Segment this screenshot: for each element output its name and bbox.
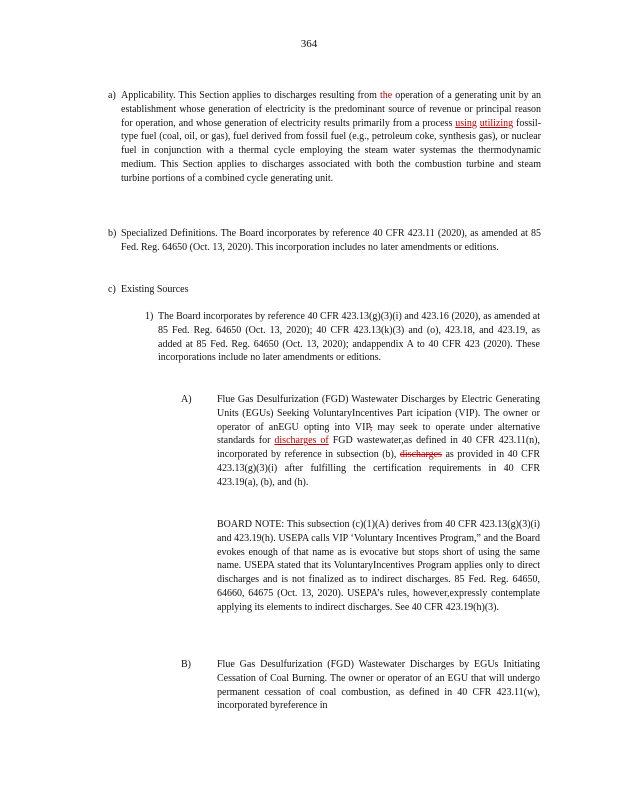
section-a-p2: operation of a generating unit by an establishment whose generation of electricity is the predominant source of revenue or principal reason for operation, and whose generation of electricity results primarily from a process <box>121 90 542 129</box>
item-1-text: The Board incorporates by reference 40 CFR 423.13(g)(3)(i) and 423.16 (2020), as amended at 85 Fed. Reg. 64650 (Oct. 13, 2020); 40 CFR 423.13(k)(3) and (o), 423.18, and 423.19, as added at 85 Fed. Reg. 64650 (Oct. 13, 2020); andappendix A to 40 CFR 423 (2020). These incorporations include no later amendments or editions. <box>158 311 540 364</box>
item-a-deleted-discharges: discharges <box>399 449 442 461</box>
section-a-insert-utilizing: utilizing <box>479 117 514 129</box>
item-a-label: A) <box>181 394 192 405</box>
section-a-label: a) <box>108 90 116 101</box>
section-c-heading: Existing Sources <box>121 284 189 295</box>
item-a-t2: may seek to operate under alternative standards for <box>217 421 541 447</box>
section-a-p1: Applicability. This Section applies to discharges resulting from <box>121 90 377 101</box>
board-note: BOARD NOTE: This subsection (c)(1)(A) derives from 40 CFR 423.13(g)(3)(i) and 423.19(h). USEPA calls VIP ‘Voluntary Incentives Program,” and the Board evokes enough of that name as is evocative but stops short of using the same name. USEPA stated that its VoluntaryIncentives Program applies only to direct discharges and is not finalized as to indirect discharges. 85 Fed. Reg. 64650, 64660, 64675 (Oct. 13, 2020). USEPA’s rules, however,expressly contemplate applying its elements to indirect discharges. See 40 CFR 423.19(h)(3). <box>217 519 540 613</box>
item-a-deleted-comma: , <box>369 421 373 433</box>
item-b-text: Flue Gas Desulfurization (FGD) Wastewater Discharges by EGUs Initiating Cessation of Coal Burning. The owner or operator of an EGU that will undergo permanent cessation of coal combustion, as defined in 40 CFR 423.11(w), incorporated byreference in <box>217 659 540 712</box>
item-a-insert-discharges-of: discharges of <box>274 435 329 447</box>
item-a-text <box>217 393 540 490</box>
item-a-t4: as provided in 40 CFR 423.13(g)(3)(i) after fulfilling the certification requirements in 40 CFR 423.19(a), (b), and (h). <box>217 449 541 488</box>
item-b-label: B) <box>181 659 191 670</box>
section-a-text <box>121 89 541 186</box>
section-a-insert-using: using <box>455 117 477 129</box>
page-number: 364 <box>300 38 318 50</box>
item-1-label: 1) <box>145 311 154 322</box>
section-a-p3: fossil-type fuel (coal, oil, or gas), fuel derived from fossil fuel (e.g., petroleum coke, synthesis gas), or nuclear fuel in conjunction with a thermal cycle employing the steam water systemas the thermodynamic medium. This Section applies to discharges associated with both the combustion turbine and steam turbine portions of a combined cycle generating unit. <box>121 117 542 184</box>
item-a-t1: Flue Gas Desulfurization (FGD) Wastewater Discharges by Electric Generating Units (EGUs) Seeking VoluntaryIncentives Part icipation (VIP). The owner or operator of anEGU opting into VIP <box>217 394 540 433</box>
section-b-label: b) <box>108 228 117 239</box>
section-b-text: Specialized Definitions. The Board incorporates by reference 40 CFR 423.11 (2020), as amended at 85 Fed. Reg. 64650 (Oct. 13, 2020). This incorporation includes no later amendments or editions. <box>121 228 541 253</box>
section-c-label: c) <box>108 284 116 295</box>
section-a-insert-the: the <box>379 90 393 101</box>
item-a-t3: FGD wastewater,as defined in 40 CFR 423.11(n), incorporated by reference in subsection (b), <box>217 435 540 461</box>
